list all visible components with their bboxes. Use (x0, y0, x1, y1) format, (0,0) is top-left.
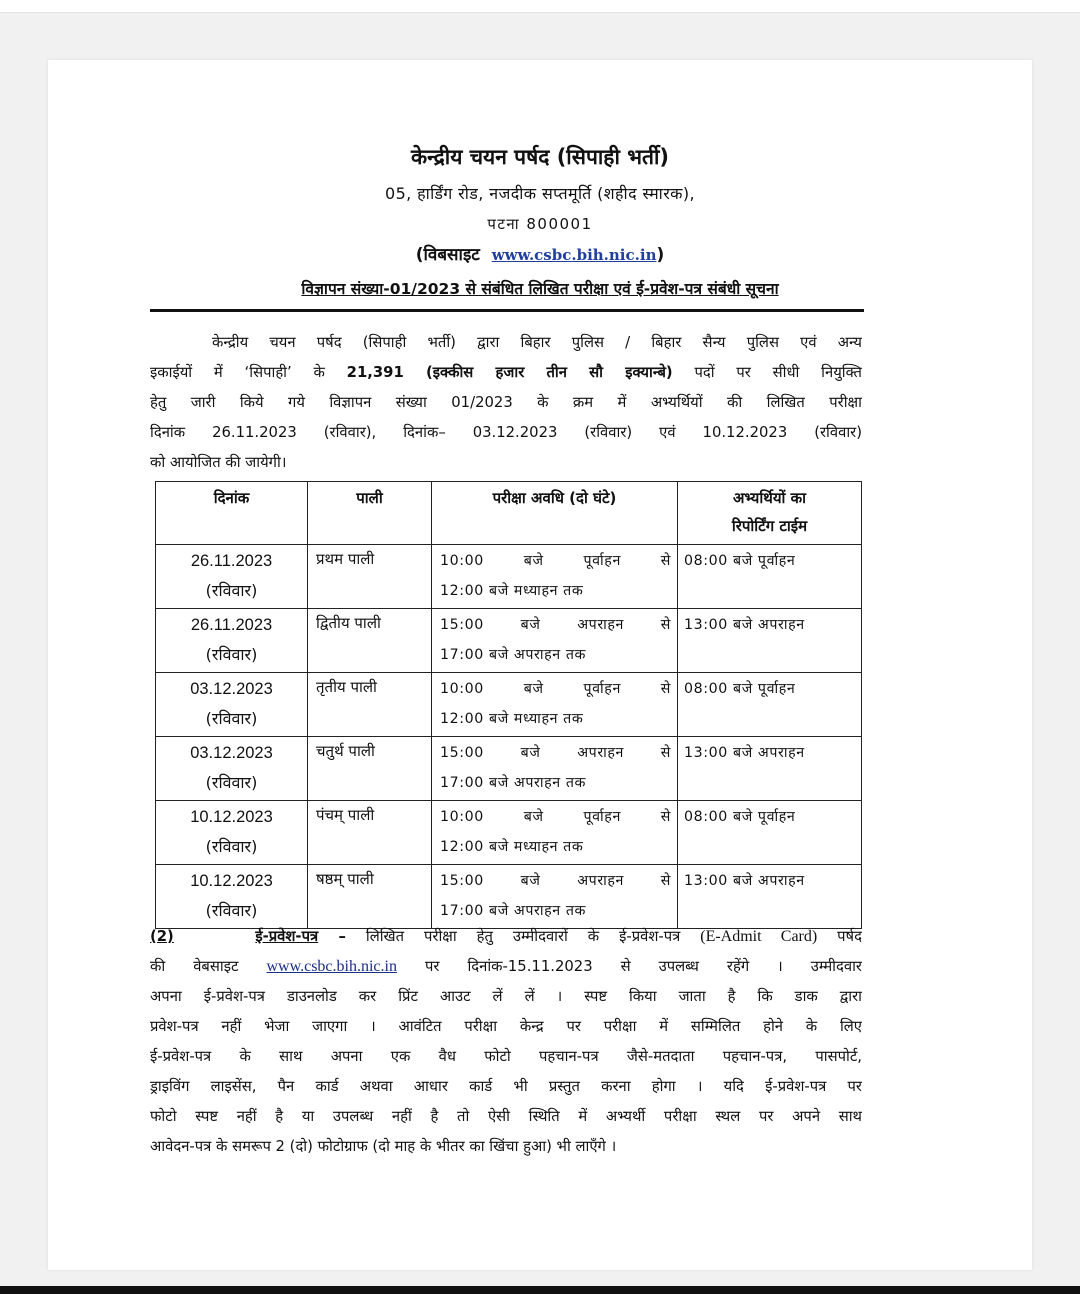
admit-label: ई-प्रवेश-पत्र (255, 928, 319, 945)
intro-line-3: हेतु जारी किये गये विज्ञापन संख्या 01/2023 के क्रम में अभ्यर्थियों की लिखित परीक्षा (150, 394, 862, 411)
intro-line-5: को आयोजित की जायेगी। (150, 454, 287, 471)
row-time-to: 17:00 बजे अपराहन तक (440, 775, 587, 791)
website-link[interactable]: www.csbc.bih.nic.in (491, 246, 657, 264)
admit-line-7: फोटो स्पष्ट नहीं है या उपलब्ध नहीं है तो ऐसी स्थिति में अभ्यर्थी परीक्षा स्थल पर अपने साथ (150, 1108, 862, 1125)
admit-dash: – (338, 928, 346, 945)
row-duration-cell (432, 865, 678, 929)
row-time-to: 17:00 बजे अपराहन तक (440, 647, 587, 663)
row-time-from: 15:00 बजे अपराहन से (440, 745, 671, 761)
table-header-row (156, 482, 862, 545)
admit-line-6: ड्राइविंग लाइसेंस, पैन कार्ड अथवा आधार कार्ड भी प्रस्तुत करना होगा । यदि ई-प्रवेश-पत्र पर (150, 1078, 862, 1095)
row-date: 10.12.2023 (190, 808, 273, 826)
admit-text: लिखित परीक्षा हेतु उम्मीदवारों के ई-प्रवेश-पत्र (365, 928, 681, 945)
table-row (156, 609, 862, 673)
row-duration-cell (432, 609, 678, 673)
row-reporting: 13:00 बजे अपराहन (678, 865, 862, 929)
table-row (156, 545, 862, 609)
row-day: (रविवार) (205, 773, 258, 792)
header-reporting-line1: अभ्यर्थियों का (732, 489, 807, 507)
row-day: (रविवार) (205, 645, 258, 664)
row-date: 26.11.2023 (190, 552, 273, 570)
row-duration-cell (432, 545, 678, 609)
row-reporting: 08:00 बजे पूर्वाहन (678, 545, 862, 609)
admit-text: पर्षद (837, 928, 862, 945)
viewer-top-bar (0, 0, 1080, 13)
row-time-to: 12:00 बजे मध्याहन तक (440, 583, 584, 599)
admit-card-paragraph (150, 922, 862, 1162)
row-date: 10.12.2023 (190, 872, 273, 890)
intro-line-4: दिनांक 26.11.2023 (रविवार), दिनांक– 03.12.2023 (रविवार) एवं 10.12.2023 (रविवार) (150, 424, 862, 441)
row-time-from: 15:00 बजे अपराहन से (440, 873, 671, 889)
row-duration-cell (432, 737, 678, 801)
table-row (156, 801, 862, 865)
table-row (156, 737, 862, 801)
row-shift: षष्ठम् पाली (308, 865, 432, 929)
row-time-to: 12:00 बजे मध्याहन तक (440, 839, 584, 855)
post-count: 21,391 (इक्कीस हजार तीन सौ इक्यान्बे) (346, 364, 673, 381)
header-divider (150, 309, 864, 312)
header-reporting (678, 482, 862, 545)
header-duration: परीक्षा अवधि (दो घंटे) (432, 482, 678, 545)
admit-english-term: (E-Admit Card) (700, 928, 818, 945)
viewer-bottom-bar (0, 1286, 1080, 1294)
exam-schedule-table (155, 481, 862, 929)
row-day: (रविवार) (205, 837, 258, 856)
intro-paragraph (150, 328, 862, 478)
row-date-cell (156, 673, 308, 737)
org-address: 05, हार्डिंग रोड, नजदीक सप्तमूर्ति (शहीद स्मारक), (385, 184, 695, 203)
admit-text: की वेबसाइट (150, 958, 239, 975)
admit-line-4: प्रवेश-पत्र नहीं भेजा जाएगा । आवंटित परीक्षा केन्द्र पर परीक्षा में सम्मिलित होने के लिए (150, 1018, 862, 1035)
intro-text: इकाईयों में ‘सिपाही’ के (150, 364, 325, 381)
row-reporting: 08:00 बजे पूर्वाहन (678, 673, 862, 737)
table-row (156, 673, 862, 737)
row-shift: पंचम् पाली (308, 801, 432, 865)
admit-website-link[interactable]: www.csbc.bih.nic.in (266, 958, 397, 975)
notice-subject: विज्ञापन संख्या-01/2023 से संबंधित लिखित परीक्षा एवं ई-प्रवेश-पत्र संबंधी सूचना (301, 280, 779, 298)
row-duration-cell (432, 673, 678, 737)
row-time-from: 10:00 बजे पूर्वाहन से (440, 809, 671, 825)
row-date-cell (156, 737, 308, 801)
admit-section-number: (2) (150, 928, 174, 945)
row-time-from: 15:00 बजे अपराहन से (440, 617, 671, 633)
admit-line-5: ई-प्रवेश-पत्र के साथ अपना एक वैध फोटो पहचान-पत्र जैसे-मतदाता पहचान-पत्र, पासपोर्ट, (150, 1048, 862, 1065)
row-day: (रविवार) (205, 581, 258, 600)
row-date: 26.11.2023 (190, 616, 273, 634)
website-line (0, 242, 1080, 265)
row-date-cell (156, 865, 308, 929)
row-shift: द्वितीय पाली (308, 609, 432, 673)
org-title: केन्द्रीय चयन पर्षद (सिपाही भर्ती) (411, 145, 669, 169)
row-date: 03.12.2023 (190, 680, 273, 698)
table-row (156, 865, 862, 929)
row-time-from: 10:00 बजे पूर्वाहन से (440, 681, 671, 697)
row-day: (रविवार) (205, 901, 258, 920)
header-date: दिनांक (156, 482, 308, 545)
row-date-cell (156, 545, 308, 609)
admit-lead (150, 928, 346, 945)
row-shift: चतुर्थ पाली (308, 737, 432, 801)
row-day: (रविवार) (205, 709, 258, 728)
row-duration-cell (432, 801, 678, 865)
row-date-cell (156, 609, 308, 673)
row-time-from: 10:00 बजे पूर्वाहन से (440, 553, 671, 569)
row-date-cell (156, 801, 308, 865)
intro-line-1: केन्द्रीय चयन पर्षद (सिपाही भर्ती) द्वारा बिहार पुलिस / बिहार सैन्य पुलिस एवं अन्य (212, 334, 862, 351)
row-time-to: 12:00 बजे मध्याहन तक (440, 711, 584, 727)
row-shift: प्रथम पाली (308, 545, 432, 609)
header-shift: पाली (308, 482, 432, 545)
row-reporting: 13:00 बजे अपराहन (678, 737, 862, 801)
org-city: पटना 800001 (487, 215, 593, 233)
row-date: 03.12.2023 (190, 744, 273, 762)
admit-line-8: आवेदन-पत्र के समरूप 2 (दो) फोटोग्राफ (दो माह के भीतर का खिंचा हुआ) भी लाएँगे । (150, 1138, 617, 1155)
admit-date: पर दिनांक-15.11.2023 (424, 958, 593, 975)
row-time-to: 17:00 बजे अपराहन तक (440, 903, 587, 919)
admit-line-1 (150, 922, 862, 952)
header-reporting-line2: रिपोर्टिंग टाईम (731, 517, 808, 535)
intro-line-2 (150, 358, 862, 388)
website-label: (विबसाइट (415, 245, 480, 265)
admit-line-3: अपना ई-प्रवेश-पत्र डाउनलोड कर प्रिंट आउट लें लें । स्पष्ट किया जाता है कि डाक द्वारा (150, 988, 862, 1005)
row-reporting: 08:00 बजे पूर्वाहन (678, 801, 862, 865)
row-shift: तृतीय पाली (308, 673, 432, 737)
admit-line-2 (150, 952, 862, 982)
website-close: ) (656, 245, 665, 265)
intro-text: पदों पर सीधी नियुक्ति (694, 364, 862, 381)
admit-text: से उपलब्ध रहेंगे । उम्मीदवार (620, 958, 862, 975)
row-reporting: 13:00 बजे अपराहन (678, 609, 862, 673)
